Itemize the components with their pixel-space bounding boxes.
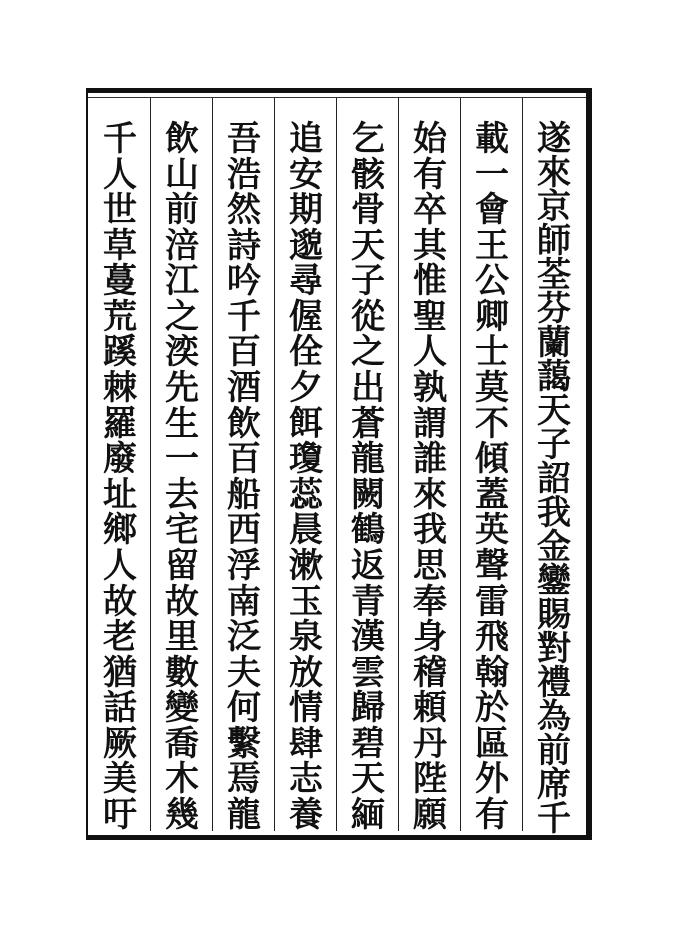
text-character: 歸: [351, 688, 385, 729]
text-character: 遂: [537, 119, 571, 159]
text-character: 厥: [103, 723, 137, 764]
text-character: 天: [351, 225, 385, 266]
column-rule: [150, 98, 151, 831]
text-character: 天: [537, 391, 571, 431]
text-character: 百: [227, 332, 261, 373]
text-character: 來: [413, 474, 447, 515]
text-character: 蕊: [289, 474, 323, 515]
text-character: 返: [351, 545, 385, 586]
text-character: 天: [351, 759, 385, 800]
text-character: 緬: [351, 794, 385, 835]
page-border-right-thick: [586, 88, 592, 840]
text-character: 鶴: [351, 510, 385, 551]
text-character: 惟: [413, 261, 447, 302]
text-character: 來: [537, 153, 571, 193]
text-character: 南: [227, 581, 261, 622]
text-character: 酒: [227, 368, 261, 409]
text-character: 先: [165, 368, 199, 409]
text-character: 人: [103, 545, 137, 586]
text-character: 芬: [537, 289, 571, 329]
text-character: 夫: [227, 652, 261, 693]
text-character: 公: [475, 261, 509, 302]
text-character: 鄉: [103, 510, 137, 551]
text-character: 址: [103, 474, 137, 515]
text-character: 老: [103, 617, 137, 658]
text-character: 從: [351, 296, 385, 337]
text-character: 飲: [165, 119, 199, 159]
text-character: 夕: [289, 368, 323, 409]
text-character: 漢: [351, 617, 385, 658]
text-character: 謂: [413, 403, 447, 444]
text-character: 會: [475, 190, 509, 231]
text-character: 翰: [475, 652, 509, 693]
text-character: 英: [475, 510, 509, 551]
text-character: 出: [351, 368, 385, 409]
text-character: 奉: [413, 581, 447, 622]
text-character: 前: [537, 731, 571, 771]
text-character: 船: [227, 474, 261, 515]
text-character: 焉: [227, 759, 261, 800]
text-character: 碧: [351, 723, 385, 764]
text-character: 故: [165, 581, 199, 622]
text-character: 千: [537, 799, 571, 839]
text-character: 聲: [475, 545, 509, 586]
text-character: 木: [165, 759, 199, 800]
text-character: 丹: [413, 723, 447, 764]
text-character: 百: [227, 439, 261, 480]
column-rule: [212, 98, 213, 831]
column-rule: [274, 98, 275, 831]
text-character: 草: [103, 225, 137, 266]
text-character: 聖: [413, 296, 447, 337]
text-character: 然: [227, 190, 261, 231]
text-character: 偓: [289, 296, 323, 337]
text-character: 羅: [103, 403, 137, 444]
text-column-5: [280, 119, 332, 835]
text-character: 孰: [413, 368, 447, 409]
text-character: 我: [413, 510, 447, 551]
text-character: 龍: [227, 794, 261, 835]
text-character: 士: [475, 332, 509, 373]
text-character: 數: [165, 652, 199, 693]
text-character: 生: [165, 403, 199, 444]
text-character: 江: [165, 261, 199, 302]
text-character: 賜: [537, 595, 571, 635]
text-character: 有: [413, 154, 447, 195]
text-character: 泉: [289, 617, 323, 658]
column-rule: [460, 98, 461, 831]
text-character: 話: [103, 688, 137, 729]
text-character: 師: [537, 221, 571, 261]
text-character: 世: [103, 190, 137, 231]
text-character: 吟: [227, 261, 261, 302]
text-character: 人: [413, 332, 447, 373]
text-character: 千: [227, 296, 261, 337]
text-column-2: [466, 119, 518, 835]
text-character: 對: [537, 629, 571, 669]
text-character: 骸: [351, 154, 385, 195]
text-character: 吁: [103, 794, 137, 835]
text-character: 廢: [103, 439, 137, 480]
text-character: 頼: [413, 688, 447, 729]
text-character: 邈: [289, 225, 323, 266]
text-character: 泛: [227, 617, 261, 658]
text-character: 變: [165, 688, 199, 729]
text-character: 詩: [227, 225, 261, 266]
text-character: 飛: [475, 617, 509, 658]
text-character: 去: [165, 474, 199, 515]
text-character: 之: [165, 296, 199, 337]
text-character: 卒: [413, 190, 447, 231]
text-character: 陛: [413, 759, 447, 800]
text-character: 荒: [103, 296, 137, 337]
text-character: 蔓: [103, 261, 137, 302]
text-character: 晨: [289, 510, 323, 551]
text-character: 誰: [413, 439, 447, 480]
text-character: 荃: [537, 255, 571, 295]
text-character: 喬: [165, 723, 199, 764]
text-character: 蓋: [475, 474, 509, 515]
text-character: 身: [413, 617, 447, 658]
text-character: 浩: [227, 154, 261, 195]
text-character: 願: [413, 794, 447, 835]
text-character: 莫: [475, 368, 509, 409]
text-character: 追: [289, 119, 323, 159]
text-character: 卿: [475, 296, 509, 337]
text-character: 子: [537, 425, 571, 465]
text-character: 餌: [289, 403, 323, 444]
text-character: 不: [475, 403, 509, 444]
column-rule: [336, 98, 337, 831]
text-column-6: [218, 119, 270, 835]
text-character: 尋: [289, 261, 323, 302]
text-character: 思: [413, 545, 447, 586]
text-character: 養: [289, 794, 323, 835]
text-character: 西: [227, 510, 261, 551]
text-column-3: [404, 119, 456, 835]
text-character: 傾: [475, 439, 509, 480]
text-character: 雷: [475, 581, 509, 622]
text-character: 里: [165, 617, 199, 658]
text-column-4: [342, 119, 394, 835]
text-character: 佺: [289, 332, 323, 373]
text-character: 志: [289, 759, 323, 800]
text-character: 席: [537, 765, 571, 805]
text-character: 骨: [351, 190, 385, 231]
text-character: 禮: [537, 663, 571, 703]
text-character: 詔: [537, 459, 571, 499]
text-character: 美: [103, 759, 137, 800]
text-character: 其: [413, 225, 447, 266]
text-character: 京: [537, 187, 571, 227]
text-character: 金: [537, 527, 571, 567]
text-character: 始: [413, 119, 447, 159]
text-character: 留: [165, 545, 199, 586]
text-character: 棘: [103, 368, 137, 409]
text-character: 情: [289, 688, 323, 729]
text-character: 安: [289, 154, 323, 195]
text-character: 幾: [165, 794, 199, 835]
text-character: 之: [351, 332, 385, 373]
text-character: 千: [103, 119, 137, 159]
text-character: 吾: [227, 119, 261, 159]
text-character: 瓊: [289, 439, 323, 480]
text-character: 山: [165, 154, 199, 195]
text-character: 載: [475, 119, 509, 159]
text-character: 藹: [537, 357, 571, 397]
text-character: 宅: [165, 510, 199, 551]
text-character: 故: [103, 581, 137, 622]
text-character: 玉: [289, 581, 323, 622]
text-character: 前: [165, 190, 199, 231]
page-border-inner-top: [88, 97, 586, 98]
text-character: 繫: [227, 723, 261, 764]
column-rule: [522, 98, 523, 831]
text-character: 龍: [351, 439, 385, 480]
text-character: 區: [475, 723, 509, 764]
text-character: 稽: [413, 652, 447, 693]
text-character: 飲: [227, 403, 261, 444]
text-character: 鑾: [537, 561, 571, 601]
text-character: 蹊: [103, 332, 137, 373]
text-character: 一: [165, 439, 199, 480]
text-character: 乞: [351, 119, 385, 159]
text-character: 子: [351, 261, 385, 302]
text-column-8: [94, 119, 146, 835]
text-character: 蘭: [537, 323, 571, 363]
text-character: 王: [475, 225, 509, 266]
text-character: 一: [475, 154, 509, 195]
text-character: 放: [289, 652, 323, 693]
text-character: 湙: [165, 332, 199, 373]
column-rule: [398, 98, 399, 831]
text-character: 青: [351, 581, 385, 622]
text-character: 於: [475, 688, 509, 729]
text-character: 涪: [165, 225, 199, 266]
text-character: 闕: [351, 474, 385, 515]
text-character: 漱: [289, 545, 323, 586]
text-character: 外: [475, 759, 509, 800]
text-character: 猶: [103, 652, 137, 693]
text-character: 肆: [289, 723, 323, 764]
text-character: 雲: [351, 652, 385, 693]
text-character: 蒼: [351, 403, 385, 444]
text-character: 浮: [227, 545, 261, 586]
text-character: 有: [475, 794, 509, 835]
text-character: 何: [227, 688, 261, 729]
text-character: 人: [103, 154, 137, 195]
text-column-1: [528, 119, 580, 839]
text-character: 我: [537, 493, 571, 533]
text-column-7: [156, 119, 208, 835]
text-character: 期: [289, 190, 323, 231]
text-character: 為: [537, 697, 571, 737]
